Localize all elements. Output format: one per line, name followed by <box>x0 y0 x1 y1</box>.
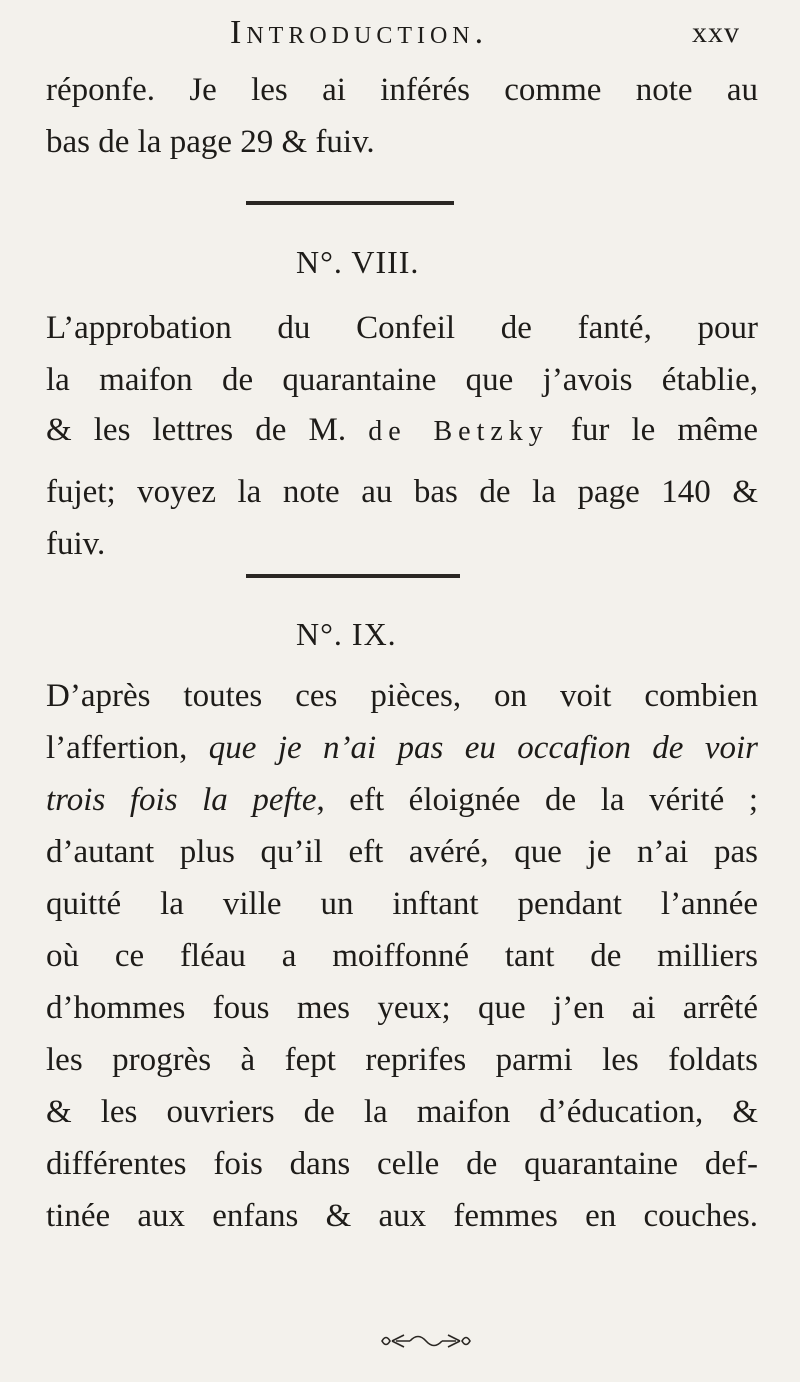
text-line <box>46 730 758 767</box>
text-line: quitté la ville un inftant pendant l’année <box>46 886 758 922</box>
tailpiece-ornament-icon <box>380 1330 472 1352</box>
italic-quote: trois fois la pefte <box>46 782 317 818</box>
text-line: d’hommes fous mes yeux; que j’en ai arrêté <box>46 990 758 1026</box>
text-line: différentes fois dans celle de quarantaine def- <box>46 1146 758 1182</box>
text-span: , eft éloignée de la vérité ; <box>316 782 758 818</box>
text-span: fur le même <box>548 412 758 448</box>
section-heading-viii: N°. VIII. <box>296 244 420 280</box>
text-span: & les lettres de M. <box>46 412 369 448</box>
text-line: la maifon de quarantaine que j’avois établie, <box>46 362 758 398</box>
text-line: réponfe. Je les ai inférés comme note au <box>46 72 758 108</box>
text-line: fujet; voyez la note au bas de la page 140 & <box>46 474 758 510</box>
running-title: Introduction. <box>230 14 489 51</box>
text-line: où ce fléau a moiffonné tant de milliers <box>46 938 758 974</box>
text-line: fuiv. <box>46 526 106 562</box>
text-line: L’approbation du Confeil de fanté, pour <box>46 310 758 346</box>
text-line: D’après toutes ces pièces, on voit combien <box>46 678 758 714</box>
section-rule <box>246 574 460 578</box>
text-line <box>46 412 758 449</box>
text-span: l’affertion, <box>46 730 209 766</box>
page-number: xxv <box>692 16 740 49</box>
text-line: les progrès à fept reprifes parmi les foldats <box>46 1042 758 1078</box>
running-header <box>130 14 740 54</box>
text-line: & les ouvriers de la maifon d’éducation, & <box>46 1094 758 1130</box>
name-smallcaps: de Betzky <box>368 416 549 447</box>
text-line: bas de la page 29 & fuiv. <box>46 124 375 160</box>
text-line <box>46 782 758 819</box>
text-line: d’autant plus qu’il eft avéré, que je n’ai pas <box>46 834 758 870</box>
section-heading-ix: N°. IX. <box>296 616 397 652</box>
italic-quote: que je n’ai pas eu occafion de voir <box>208 730 758 766</box>
section-rule <box>246 201 454 205</box>
text-line: tinée aux enfans & aux femmes en couches. <box>46 1198 758 1234</box>
